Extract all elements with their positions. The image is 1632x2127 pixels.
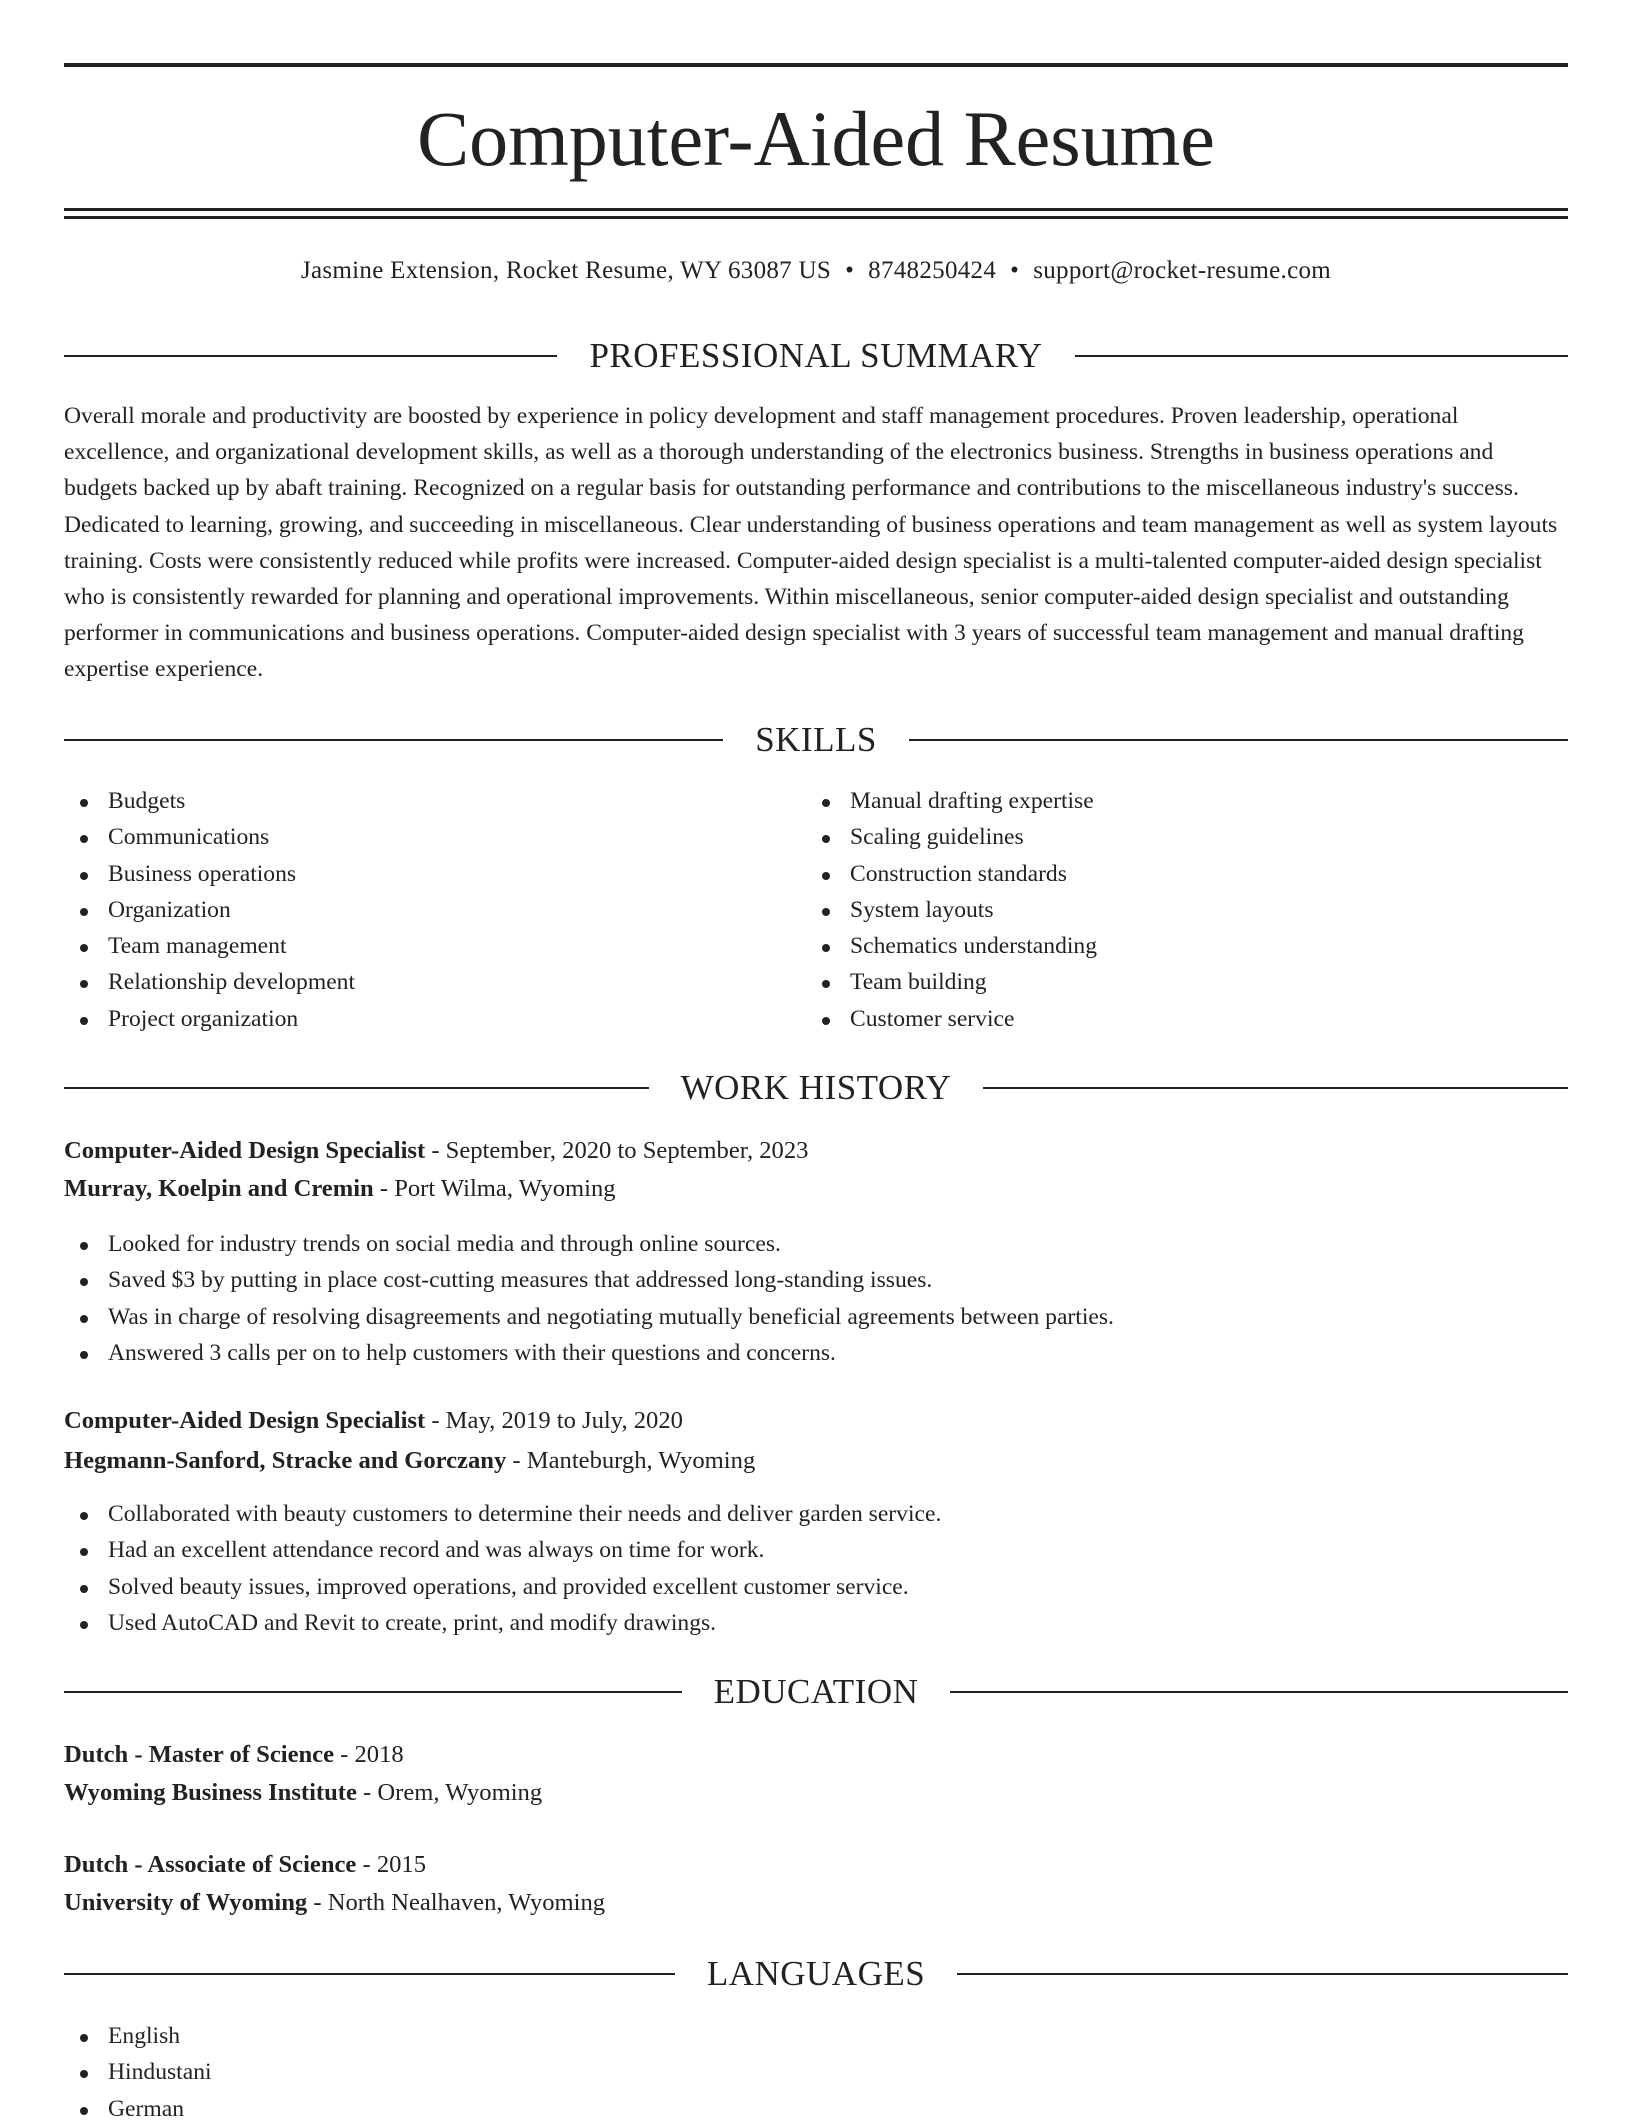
job-bullet: Answered 3 calls per on to help customers with their questions and concerns. [64, 1335, 1114, 1371]
title-rule-lower [64, 216, 1568, 219]
contact-separator: • [845, 257, 855, 284]
education-school: University of Wyoming [64, 1889, 308, 1916]
job-company-line [64, 1171, 616, 1207]
heading-rule [64, 1691, 682, 1693]
resume-title: Computer-Aided Resume [417, 95, 1215, 182]
language-item: German [64, 2091, 212, 2127]
skills-list-left [64, 783, 355, 1037]
section-heading-label: SKILLS [755, 720, 877, 759]
skill-item: Project organization [64, 1001, 355, 1037]
education-degree: Dutch - Associate of Science [64, 1851, 357, 1878]
heading-rule [64, 1087, 649, 1089]
section-heading-work [64, 1068, 1568, 1108]
education-location: - North Nealhaven, Wyoming [307, 1889, 606, 1916]
job-bullet: Collaborated with beauty customers to determine their needs and deliver garden service. [64, 1496, 941, 1532]
heading-rule [64, 1973, 675, 1975]
education-school-line [64, 1775, 542, 1811]
skill-item: Relationship development [64, 964, 355, 1000]
job-bullet: Saved $3 by putting in place cost-cutting measures that addressed long-standing issues. [64, 1262, 1114, 1298]
job-title: Computer-Aided Design Specialist [64, 1137, 426, 1164]
education-year: - 2015 [356, 1851, 427, 1878]
section-heading-label: PROFESSIONAL SUMMARY [589, 336, 1043, 375]
section-heading-languages [64, 1954, 1568, 1994]
job-title-line [64, 1403, 683, 1439]
skill-item: Schematics understanding [806, 928, 1097, 964]
education-school-line [64, 1885, 605, 1921]
skill-item: Construction standards [806, 856, 1097, 892]
skill-item: System layouts [806, 892, 1097, 928]
job-bullet: Was in charge of resolving disagreements and negotiating mutually beneficial agreements between parties. [64, 1299, 1114, 1335]
section-heading-education [64, 1672, 1568, 1712]
heading-rule [64, 739, 723, 741]
contact-email: support@rocket-resume.com [1033, 257, 1332, 284]
education-location: - Orem, Wyoming [356, 1779, 543, 1806]
job-company: Hegmann-Sanford, Stracke and Gorczany [64, 1447, 507, 1474]
education-degree-line [64, 1737, 404, 1773]
language-item: Hindustani [64, 2054, 212, 2090]
section-heading-label: WORK HISTORY [680, 1068, 952, 1107]
heading-rule [950, 1691, 1568, 1693]
section-heading-label: LANGUAGES [706, 1954, 926, 1993]
summary-text: Overall morale and productivity are boosted by experience in policy development and staff management procedures. Proven leadership, operational excellence, and organizational development skills, as well as a thorough understanding of the electronics business. Strengths in business operations and budgets backed up by abaft training. Recognized on a regular basis for outstanding performance and contributions to the miscellaneous industry's success. Dedicated to learning, growing, and succeeding in miscellaneous. Clear understanding of business operations and team management as well as system layouts training. Costs were consistently reduced while profits were increased. Computer-aided design specialist is a multi-talented computer-aided design specialist who is consistently rewarded for planning and operational improvements. Within miscellaneous, senior computer-aided design specialist and outstanding performer in communications and business operations. Computer-aided design specialist with 3 years of successful team management and manual drafting expertise experience. [64, 403, 1558, 683]
language-item: English [64, 2018, 212, 2054]
languages-list [64, 2018, 212, 2127]
top-rule [64, 63, 1568, 67]
job-location: - Manteburgh, Wyoming [506, 1447, 756, 1474]
job-title-line [64, 1133, 808, 1169]
skill-item: Organization [64, 892, 355, 928]
skill-item: Business operations [64, 856, 355, 892]
job-dates: - May, 2019 to July, 2020 [425, 1407, 683, 1434]
skills-list-right [806, 783, 1097, 1037]
job-bullet: Solved beauty issues, improved operations, and provided excellent customer service. [64, 1569, 941, 1605]
job-company: Murray, Koelpin and Cremin [64, 1175, 374, 1202]
education-school: Wyoming Business Institute [64, 1779, 357, 1806]
skill-item: Team building [806, 964, 1097, 1000]
heading-rule [957, 1973, 1568, 1975]
contact-phone: 8748250424 [868, 257, 997, 284]
contact-address: Jasmine Extension, Rocket Resume, WY 63087 US [300, 257, 832, 284]
heading-rule [909, 739, 1568, 741]
section-heading-label: EDUCATION [713, 1672, 919, 1711]
section-heading-skills [64, 720, 1568, 760]
job-company-line [64, 1443, 755, 1479]
job-bullet: Looked for industry trends on social media and through online sources. [64, 1226, 1114, 1262]
skill-item: Scaling guidelines [806, 819, 1097, 855]
contact-separator: • [1010, 257, 1020, 284]
job-bullet: Used AutoCAD and Revit to create, print, and modify drawings. [64, 1605, 941, 1641]
job-dates: - September, 2020 to September, 2023 [425, 1137, 809, 1164]
job-location: - Port Wilma, Wyoming [373, 1175, 616, 1202]
education-year: - 2018 [334, 1741, 404, 1768]
job-title: Computer-Aided Design Specialist [64, 1407, 426, 1434]
skill-item: Manual drafting expertise [806, 783, 1097, 819]
skill-item: Budgets [64, 783, 355, 819]
education-degree: Dutch - Master of Science [64, 1741, 335, 1768]
heading-rule [1075, 355, 1568, 357]
title-rule-upper [64, 208, 1568, 211]
skill-item: Customer service [806, 1001, 1097, 1037]
job-bullet: Had an excellent attendance record and was always on time for work. [64, 1532, 941, 1568]
job-bullets [64, 1496, 941, 1641]
heading-rule [983, 1087, 1568, 1089]
heading-rule [64, 355, 557, 357]
education-degree-line [64, 1847, 426, 1883]
job-bullets [64, 1226, 1114, 1371]
skill-item: Team management [64, 928, 355, 964]
skill-item: Communications [64, 819, 355, 855]
contact-line [64, 254, 1568, 288]
section-heading-summary [64, 336, 1568, 376]
